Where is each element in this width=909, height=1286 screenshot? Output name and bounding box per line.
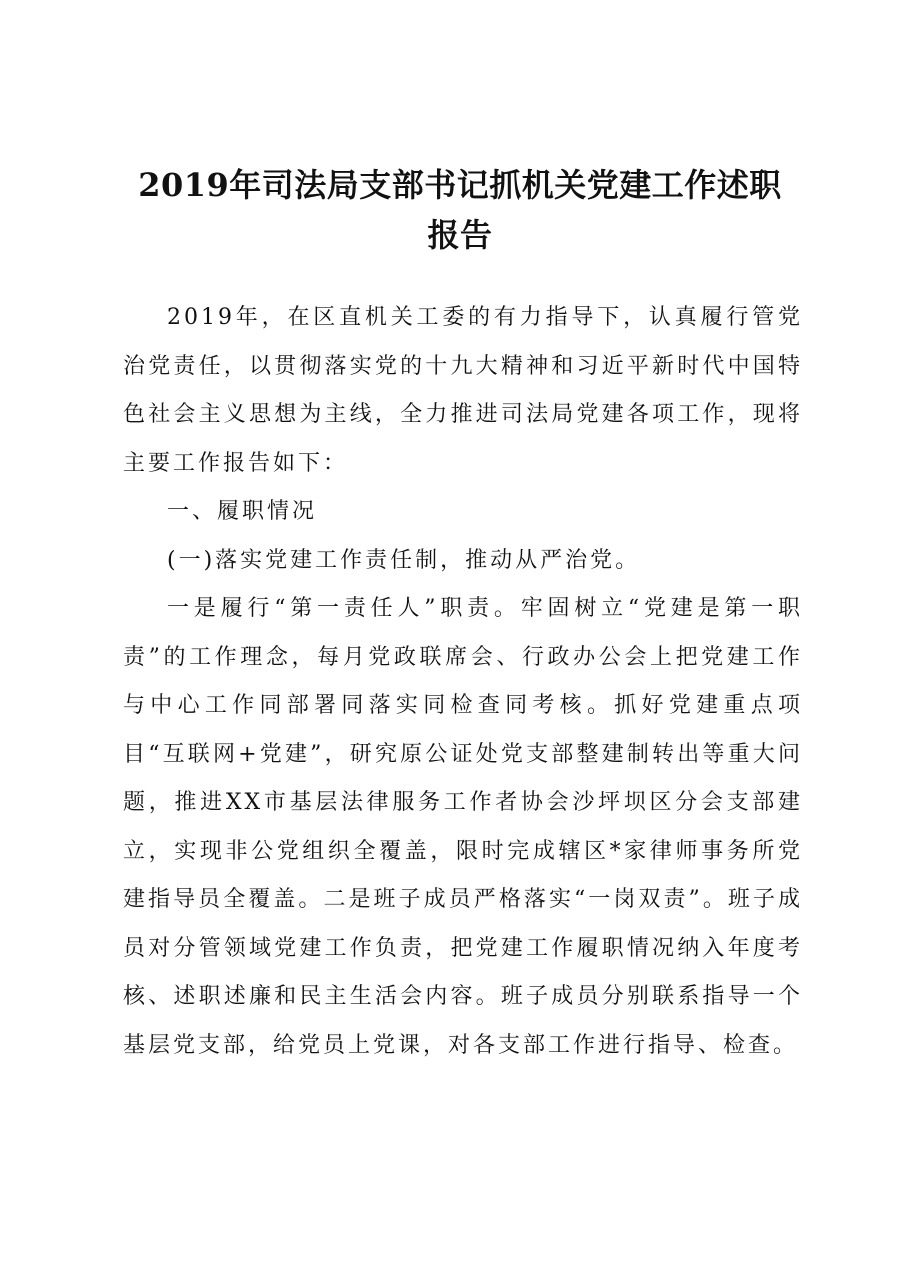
document-title bbox=[110, 160, 810, 260]
body-paragraph: 一是履行“第一责任人”职责。牢固树立“党建是第一职责”的工作理念，每月党政联席会、行政办公会上把党建工作与中心工作同部署同落实同检查同考核。抓好党建重点项目“互联网+党建”，研究原公证处党支部整建制转出等重大问题，推进XX市基层法律服务工作者协会沙坪坝区分会支部建立，实现非公党组织全覆盖，限时完成辖区*家律师事务所党建指导员全覆盖。二是班子成员严格落实“一岗双责”。班子成员对分管领域党建工作负责，把党建工作履职情况纳入年度考核、述职述廉和民主生活会内容。班子成员分别联系指导一个基层党支部，给党员上党课，对各支部工作进行指导、检查。 bbox=[123, 596, 803, 1058]
document-body bbox=[123, 294, 803, 1070]
intro-paragraph: 2019年，在区直机关工委的有力指导下，认真履行管党治党责任，以贯彻落实党的十九大精神和习近平新时代中国特色社会主义思想为主线，全力推进司法局党建各项工作，现将主要工作报告如下： bbox=[123, 305, 803, 476]
subsection-heading: (一)落实党建工作责任制，推动从严治党。 bbox=[167, 547, 641, 573]
section-heading: 一、履职情况 bbox=[167, 499, 318, 524]
title-line-2: 报告 bbox=[427, 216, 493, 254]
title-line-1: 2019年司法局支部书记抓机关党建工作述职 bbox=[138, 166, 782, 204]
